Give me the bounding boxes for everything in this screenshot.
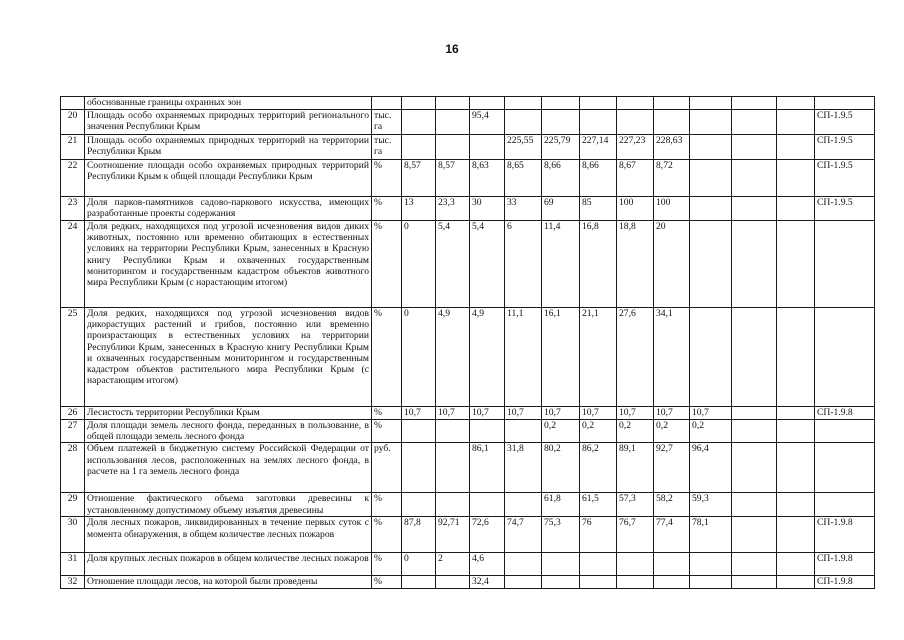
empty-cell — [777, 517, 815, 553]
indicator-name-cell: Доля редких, находящихся под угрозой исчезновения видов диких животных, постоянно или временно обитающих в естественных условиях на территории Республики Крым, занесенных в Красную книгу Республики Крым и охваченных государственным мониторингом и государственным кадастром объектов животного мира Республики Крым (с нарастающим итогом) — [85, 221, 372, 308]
value-cell: 86,2 — [580, 443, 617, 493]
indicator-name-cell: Объем платежей в бюджетную систему Российской Федерации от использования лесов, расположенных на землях лесного фонда, в расчете на 1 га земель лесного фонда — [85, 443, 372, 493]
value-cell: 58,2 — [654, 493, 690, 517]
value-cell — [654, 576, 690, 589]
empty-cell — [777, 493, 815, 517]
value-cell — [580, 110, 617, 135]
indicator-name-cell: Доля редких, находящихся под угрозой исчезновения видов дикорастущих растений и грибов, постоянно или временно произрастающих в естественных условиях на территории Республики Крым, занесенных в Красную книгу Республики Крым и охваченных государственным мониторингом и государственным кадастром объектов растительного мира Республики Крым (с нарастающим итогом) — [85, 308, 372, 407]
row-number-cell: 28 — [61, 443, 85, 493]
value-cell: 61,8 — [542, 493, 580, 517]
indicators-table — [60, 96, 875, 589]
value-cell: 95,4 — [470, 110, 505, 135]
unit-cell: тыс. га — [372, 110, 402, 135]
value-cell: 59,3 — [690, 493, 732, 517]
value-cell — [690, 553, 732, 576]
value-cell — [732, 517, 777, 553]
value-cell: 10,7 — [690, 407, 732, 420]
value-cell: 20 — [654, 221, 690, 308]
value-cell — [470, 135, 505, 160]
value-cell: 89,1 — [617, 443, 654, 493]
value-cell: 72,6 — [470, 517, 505, 553]
indicator-name-cell: Лесистость территории Республики Крым — [85, 407, 372, 420]
row-number-cell — [61, 97, 85, 110]
table-row — [61, 97, 875, 110]
value-cell — [436, 420, 470, 443]
value-cell: 74,7 — [505, 517, 542, 553]
value-cell: 4,9 — [436, 308, 470, 407]
value-cell — [402, 420, 436, 443]
value-cell: 8,72 — [654, 160, 690, 197]
value-cell: 21,1 — [580, 308, 617, 407]
unit-cell: % — [372, 517, 402, 553]
value-cell: 10,7 — [617, 407, 654, 420]
empty-cell — [777, 443, 815, 493]
value-cell: 76 — [580, 517, 617, 553]
empty-cell — [777, 221, 815, 308]
row-number-cell: 21 — [61, 135, 85, 160]
value-cell: 92,71 — [436, 517, 470, 553]
indicator-name-cell: Доля площади земель лесного фонда, переданных в пользование, в общей площади земель лесного фонда — [85, 420, 372, 443]
indicator-name-cell: Площадь особо охраняемых природных территорий регионального значения Республики Крым — [85, 110, 372, 135]
value-cell: 10,7 — [402, 407, 436, 420]
empty-cell — [777, 135, 815, 160]
value-cell: 34,1 — [654, 308, 690, 407]
value-cell — [542, 553, 580, 576]
value-cell: 8,65 — [505, 160, 542, 197]
value-cell — [470, 420, 505, 443]
value-cell: 10,7 — [436, 407, 470, 420]
value-cell — [617, 553, 654, 576]
indicator-name-cell: Доля парков-памятников садово-паркового искусства, имеющих разработанные проекты содержания — [85, 197, 372, 221]
program-code-cell — [815, 420, 875, 443]
value-cell — [690, 221, 732, 308]
program-code-cell: СП-1.9.8 — [815, 407, 875, 420]
program-code-cell — [815, 443, 875, 493]
empty-cell — [777, 308, 815, 407]
value-cell: 86,1 — [470, 443, 505, 493]
value-cell: 0,2 — [654, 420, 690, 443]
value-cell — [505, 97, 542, 110]
empty-cell — [777, 407, 815, 420]
value-cell: 32,4 — [470, 576, 505, 589]
empty-cell — [777, 160, 815, 197]
value-cell — [732, 135, 777, 160]
unit-cell: % — [372, 197, 402, 221]
value-cell — [402, 135, 436, 160]
value-cell: 87,8 — [402, 517, 436, 553]
unit-cell: тыс. га — [372, 135, 402, 160]
value-cell: 0 — [402, 221, 436, 308]
program-code-cell: СП-1.9.8 — [815, 553, 875, 576]
table-row — [61, 553, 875, 576]
value-cell — [617, 110, 654, 135]
value-cell: 10,7 — [542, 407, 580, 420]
value-cell — [690, 160, 732, 197]
program-code-cell: СП-1.9.8 — [815, 576, 875, 589]
value-cell: 0,2 — [690, 420, 732, 443]
row-number-cell: 23 — [61, 197, 85, 221]
value-cell: 23,3 — [436, 197, 470, 221]
row-number-cell: 20 — [61, 110, 85, 135]
value-cell: 4,6 — [470, 553, 505, 576]
program-code-cell: СП-1.9.5 — [815, 197, 875, 221]
empty-cell — [777, 97, 815, 110]
unit-cell: % — [372, 221, 402, 308]
value-cell — [732, 443, 777, 493]
value-cell — [690, 197, 732, 221]
indicator-name-cell: Отношение фактического объема заготовки древесины к установленному допустимому объему изъятия древесины — [85, 493, 372, 517]
value-cell — [690, 135, 732, 160]
value-cell: 8,66 — [580, 160, 617, 197]
value-cell: 11,1 — [505, 308, 542, 407]
value-cell — [732, 160, 777, 197]
value-cell — [690, 110, 732, 135]
program-code-cell: СП-1.9.8 — [815, 517, 875, 553]
unit-cell: % — [372, 553, 402, 576]
value-cell: 27,6 — [617, 308, 654, 407]
value-cell — [542, 110, 580, 135]
value-cell: 75,3 — [542, 517, 580, 553]
value-cell — [732, 97, 777, 110]
value-cell: 10,7 — [580, 407, 617, 420]
value-cell — [732, 576, 777, 589]
program-code-cell — [815, 221, 875, 308]
program-code-cell — [815, 97, 875, 110]
table-row — [61, 110, 875, 135]
row-number-cell: 32 — [61, 576, 85, 589]
program-code-cell — [815, 308, 875, 407]
value-cell — [436, 576, 470, 589]
value-cell: 4,9 — [470, 308, 505, 407]
value-cell: 6 — [505, 221, 542, 308]
value-cell — [505, 493, 542, 517]
value-cell: 0,2 — [542, 420, 580, 443]
row-number-cell: 31 — [61, 553, 85, 576]
value-cell: 0 — [402, 308, 436, 407]
value-cell — [505, 576, 542, 589]
value-cell — [542, 576, 580, 589]
row-number-cell: 22 — [61, 160, 85, 197]
value-cell: 5,4 — [436, 221, 470, 308]
value-cell — [402, 443, 436, 493]
table-row — [61, 308, 875, 407]
value-cell: 31,8 — [505, 443, 542, 493]
value-cell: 13 — [402, 197, 436, 221]
value-cell — [690, 308, 732, 407]
table-row — [61, 407, 875, 420]
value-cell: 30 — [470, 197, 505, 221]
unit-cell: руб. — [372, 443, 402, 493]
value-cell: 225,55 — [505, 135, 542, 160]
value-cell: 18,8 — [617, 221, 654, 308]
value-cell — [436, 493, 470, 517]
empty-cell — [777, 110, 815, 135]
value-cell: 78,1 — [690, 517, 732, 553]
value-cell — [654, 110, 690, 135]
value-cell — [402, 576, 436, 589]
indicator-name-cell: Соотношение площади особо охраняемых природных территорий Республики Крым к общей площади Республики Крым — [85, 160, 372, 197]
table-row — [61, 221, 875, 308]
value-cell: 61,5 — [580, 493, 617, 517]
row-number-cell: 27 — [61, 420, 85, 443]
value-cell: 10,7 — [470, 407, 505, 420]
value-cell — [580, 97, 617, 110]
empty-cell — [777, 576, 815, 589]
value-cell: 10,7 — [654, 407, 690, 420]
value-cell — [580, 576, 617, 589]
table-row — [61, 517, 875, 553]
value-cell: 0 — [402, 553, 436, 576]
table-row — [61, 493, 875, 517]
value-cell: 100 — [617, 197, 654, 221]
value-cell — [436, 110, 470, 135]
value-cell — [542, 97, 580, 110]
value-cell — [436, 443, 470, 493]
row-number-cell: 26 — [61, 407, 85, 420]
unit-cell: % — [372, 308, 402, 407]
unit-cell: % — [372, 160, 402, 197]
value-cell — [505, 553, 542, 576]
unit-cell: % — [372, 576, 402, 589]
value-cell: 8,57 — [436, 160, 470, 197]
row-number-cell: 29 — [61, 493, 85, 517]
value-cell: 92,7 — [654, 443, 690, 493]
indicator-name-cell: обоснованные границы охранных зон — [85, 97, 372, 110]
value-cell: 100 — [654, 197, 690, 221]
value-cell: 228,63 — [654, 135, 690, 160]
value-cell — [470, 493, 505, 517]
value-cell — [470, 97, 505, 110]
value-cell — [654, 97, 690, 110]
value-cell — [436, 97, 470, 110]
value-cell: 96,4 — [690, 443, 732, 493]
value-cell: 57,3 — [617, 493, 654, 517]
value-cell — [505, 110, 542, 135]
value-cell — [402, 110, 436, 135]
value-cell — [654, 553, 690, 576]
value-cell — [580, 553, 617, 576]
value-cell: 76,7 — [617, 517, 654, 553]
value-cell — [732, 110, 777, 135]
value-cell — [732, 420, 777, 443]
row-number-cell: 24 — [61, 221, 85, 308]
value-cell — [732, 197, 777, 221]
indicator-name-cell: Доля лесных пожаров, ликвидированных в течение первых суток с момента обнаружения, в общем количестве лесных пожаров — [85, 517, 372, 553]
program-code-cell: СП-1.9.5 — [815, 160, 875, 197]
value-cell: 2 — [436, 553, 470, 576]
value-cell: 225,79 — [542, 135, 580, 160]
page-number: 16 — [445, 42, 459, 56]
value-cell: 0,2 — [617, 420, 654, 443]
unit-cell — [372, 97, 402, 110]
value-cell: 80,2 — [542, 443, 580, 493]
value-cell — [617, 97, 654, 110]
value-cell: 8,57 — [402, 160, 436, 197]
value-cell — [732, 308, 777, 407]
value-cell — [436, 135, 470, 160]
value-cell — [402, 97, 436, 110]
value-cell: 33 — [505, 197, 542, 221]
table-row — [61, 160, 875, 197]
value-cell — [690, 97, 732, 110]
value-cell — [732, 553, 777, 576]
empty-cell — [777, 553, 815, 576]
value-cell — [732, 407, 777, 420]
value-cell: 227,23 — [617, 135, 654, 160]
value-cell: 5,4 — [470, 221, 505, 308]
value-cell: 11,4 — [542, 221, 580, 308]
value-cell: 10,7 — [505, 407, 542, 420]
unit-cell: % — [372, 407, 402, 420]
value-cell — [690, 576, 732, 589]
program-code-cell — [815, 493, 875, 517]
table-row — [61, 135, 875, 160]
value-cell: 16,8 — [580, 221, 617, 308]
row-number-cell: 25 — [61, 308, 85, 407]
value-cell: 227,14 — [580, 135, 617, 160]
value-cell: 16,1 — [542, 308, 580, 407]
table-row — [61, 420, 875, 443]
program-code-cell: СП-1.9.5 — [815, 135, 875, 160]
value-cell — [617, 576, 654, 589]
value-cell: 85 — [580, 197, 617, 221]
table-row — [61, 576, 875, 589]
table-row — [61, 443, 875, 493]
empty-cell — [777, 197, 815, 221]
indicator-name-cell: Площадь особо охраняемых природных территорий на территории Республики Крым — [85, 135, 372, 160]
indicator-name-cell: Доля крупных лесных пожаров в общем количестве лесных пожаров — [85, 553, 372, 576]
value-cell — [732, 493, 777, 517]
value-cell: 8,66 — [542, 160, 580, 197]
table-row — [61, 197, 875, 221]
value-cell: 8,67 — [617, 160, 654, 197]
value-cell: 77,4 — [654, 517, 690, 553]
value-cell — [402, 493, 436, 517]
value-cell — [732, 221, 777, 308]
value-cell: 69 — [542, 197, 580, 221]
program-code-cell: СП-1.9.5 — [815, 110, 875, 135]
value-cell: 0,2 — [580, 420, 617, 443]
unit-cell: % — [372, 420, 402, 443]
row-number-cell: 30 — [61, 517, 85, 553]
value-cell: 8,63 — [470, 160, 505, 197]
unit-cell: % — [372, 493, 402, 517]
indicator-name-cell: Отношение площади лесов, на которой были проведены — [85, 576, 372, 589]
value-cell — [505, 420, 542, 443]
empty-cell — [777, 420, 815, 443]
